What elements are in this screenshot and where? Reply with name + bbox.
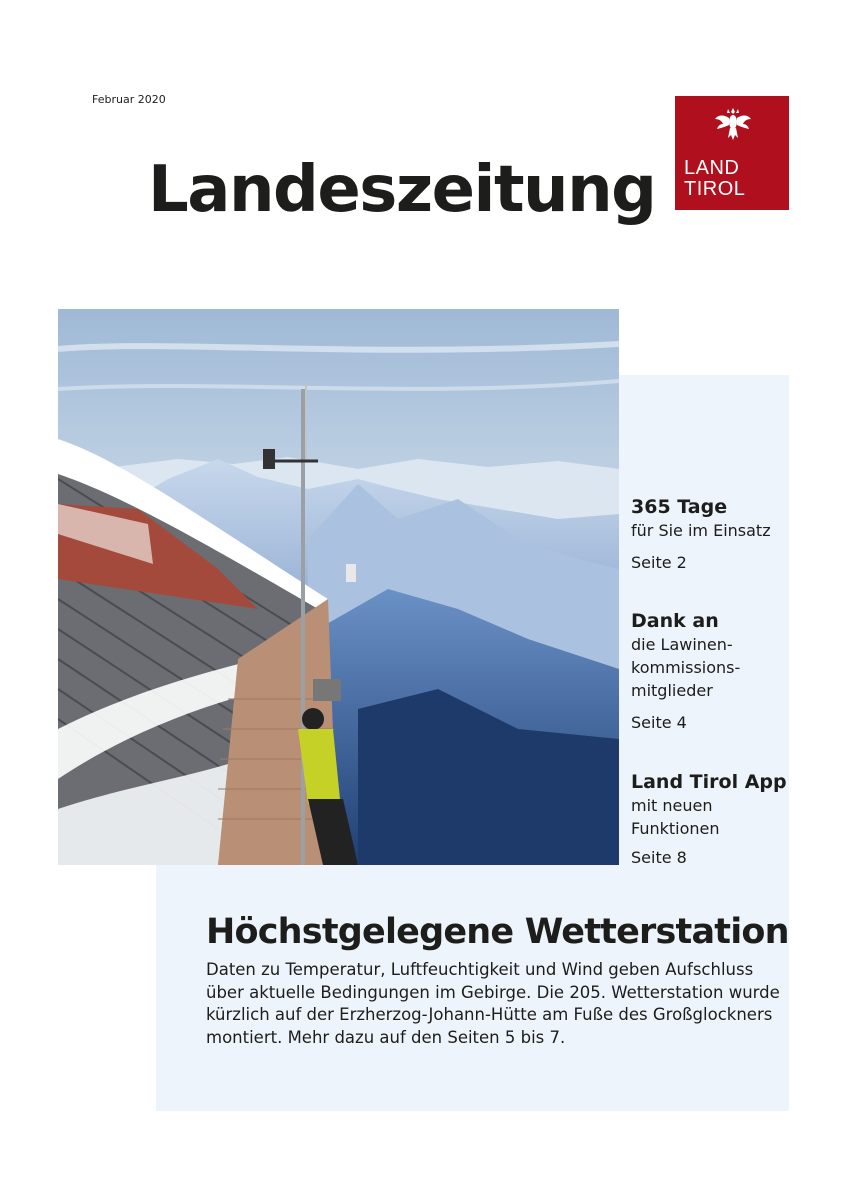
cover-photo xyxy=(58,309,619,865)
teaser-title: Land Tirol App xyxy=(631,771,787,793)
logo-line-land: LAND xyxy=(684,157,740,179)
teaser-page: Seite 4 xyxy=(631,713,687,732)
teaser-page: Seite 2 xyxy=(631,553,687,572)
teaser-365-tage[interactable] xyxy=(631,495,791,574)
teaser-title: 365 Tage xyxy=(631,496,728,518)
teaser-subtitle: die Lawinen- kommissions- mitglieder xyxy=(631,635,741,700)
teaser-page: Seite 8 xyxy=(631,848,687,867)
land-tirol-logo[interactable] xyxy=(675,96,789,210)
lead-text: Daten zu Temperatur, Luftfeuchtigkeit und Wind geben Aufschluss über aktuelle Bedingungen im Gebirge. Die 205. Wetterstation wurde kürzlich auf der Erzherzog-Johann-Hütte am Fuße des Großglockners montiert. Mehr dazu auf den Seiten 5 bis 7. xyxy=(206,960,780,1047)
logo-line-tirol: TIROL xyxy=(684,178,746,200)
teaser-dank-an[interactable] xyxy=(631,609,791,734)
tirol-eagle-icon xyxy=(713,104,753,144)
issue-date: Februar 2020 xyxy=(92,93,166,106)
masthead-title: Landeszeitung xyxy=(148,153,656,227)
teaser-title: Dank an xyxy=(631,610,719,632)
lead-headline[interactable]: Höchstgelegene Wetterstation xyxy=(206,912,789,952)
teaser-subtitle: für Sie im Einsatz xyxy=(631,521,771,540)
teaser-subtitle: mit neuen Funktionen xyxy=(631,796,720,838)
teaser-land-tirol-app[interactable] xyxy=(631,770,791,869)
